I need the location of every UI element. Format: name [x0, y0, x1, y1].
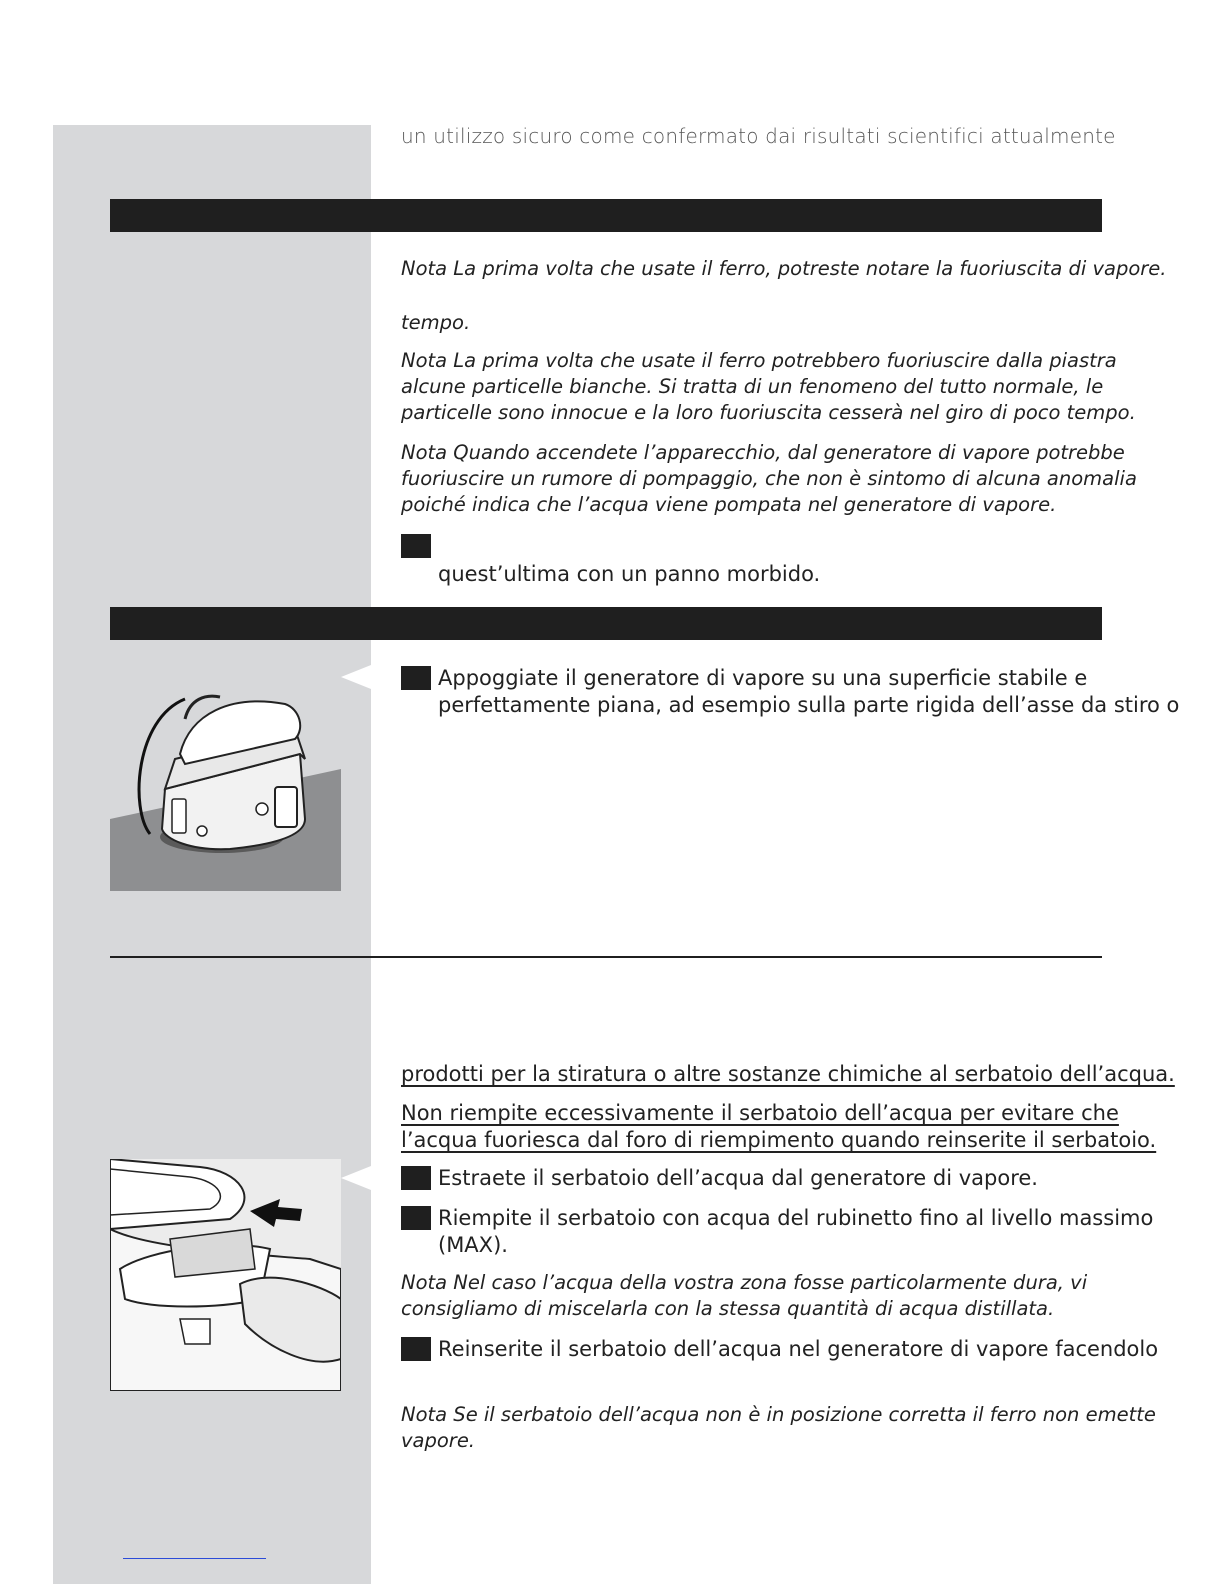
note-line: fuoriuscire un rumore di pompaggio, che non è sintomo di alcuna anomalia	[401, 467, 1137, 490]
step-line: Appoggiate il generatore di vapore su una superficie stabile e	[438, 666, 1088, 690]
step-text: Reinserite il serbatoio dell’acqua nel generatore di vapore facendolo	[438, 1337, 1159, 1361]
note-first-use-steam: Nota La prima volta che usate il ferro, potreste notare la fuoriuscita di vapore.	[401, 257, 1167, 280]
step-square-icon	[401, 1337, 431, 1361]
step-square-icon	[401, 534, 431, 558]
step-continuation-text: quest’ultima con un panno morbido.	[438, 562, 821, 586]
warning-chemicals: prodotti per la stiratura o altre sostanze chimiche al serbatoio dell’acqua.	[401, 1062, 1175, 1086]
water-tank-icon	[110, 1159, 341, 1391]
section-divider	[110, 956, 1102, 958]
step-line: (MAX).	[438, 1233, 508, 1257]
note-line: Nota Quando accendete l’apparecchio, dal generatore di vapore potrebbe	[401, 441, 1125, 464]
steam-generator-illustration	[110, 659, 341, 891]
water-tank-illustration	[110, 1159, 341, 1391]
step-remove-tank	[401, 1165, 1038, 1192]
step-marker-clean	[401, 533, 438, 558]
note-line: Nota Se il serbatoio dell’acqua non è in posizione corretta il ferro non emette	[401, 1403, 1156, 1426]
intro-text: un utilizzo sicuro come confermato dai risultati scientifici attualmente	[401, 124, 1116, 148]
note-pump-noise	[401, 440, 1137, 518]
warning-line: l’acqua fuoriesca dal foro di riempimento quando reinserite il serbatoio.	[401, 1128, 1157, 1152]
step-line: Riempite il serbatoio con acqua del rubinetto fino al livello massimo	[438, 1206, 1154, 1230]
step-square-icon	[401, 666, 431, 690]
note-line: particelle sono innocue e la loro fuoriuscita cesserà nel giro di poco tempo.	[401, 401, 1136, 424]
warning-overfill	[401, 1100, 1156, 1154]
warning-line: Non riempite eccessivamente il serbatoio dell’acqua per evitare che	[401, 1101, 1119, 1125]
note-line: alcune particelle bianche. Si tratta di un fenomeno del tutto normale, le	[401, 375, 1104, 398]
step-square-icon	[401, 1206, 431, 1230]
step-square-icon	[401, 1166, 431, 1190]
figure-pointer	[341, 1166, 371, 1190]
steam-generator-icon	[110, 659, 341, 891]
footer-link-underline[interactable]	[123, 1558, 266, 1559]
note-line: consigliamo di miscelarla con la stessa quantità di acqua distillata.	[401, 1297, 1055, 1320]
step-fill-tank	[401, 1205, 1153, 1259]
step-line: perfettamente piana, ad esempio sulla parte rigida dell’asse da stiro o	[438, 693, 1180, 717]
step-reinsert-tank	[401, 1336, 1158, 1363]
figure-pointer	[341, 665, 371, 689]
note-line: Nota Nel caso l’acqua della vostra zona fosse particolarmente dura, vi	[401, 1271, 1088, 1294]
step-text: Estraete il serbatoio dell’acqua dal generatore di vapore.	[438, 1166, 1038, 1190]
note-line: vapore.	[401, 1429, 476, 1452]
step-text	[438, 665, 1179, 719]
section-header-bar-1	[110, 199, 1102, 232]
text-fragment: tempo.	[401, 311, 471, 334]
note-line: Nota La prima volta che usate il ferro potrebbero fuoriuscire dalla piastra	[401, 349, 1117, 372]
note-tank-position	[401, 1402, 1156, 1454]
step-place-generator	[401, 665, 1179, 719]
note-hard-water	[401, 1270, 1087, 1322]
note-line: poiché indica che l’acqua viene pompata nel generatore di vapore.	[401, 493, 1057, 516]
note-white-particles	[401, 348, 1136, 426]
section-header-bar-2	[110, 607, 1102, 640]
step-text	[438, 1205, 1153, 1259]
